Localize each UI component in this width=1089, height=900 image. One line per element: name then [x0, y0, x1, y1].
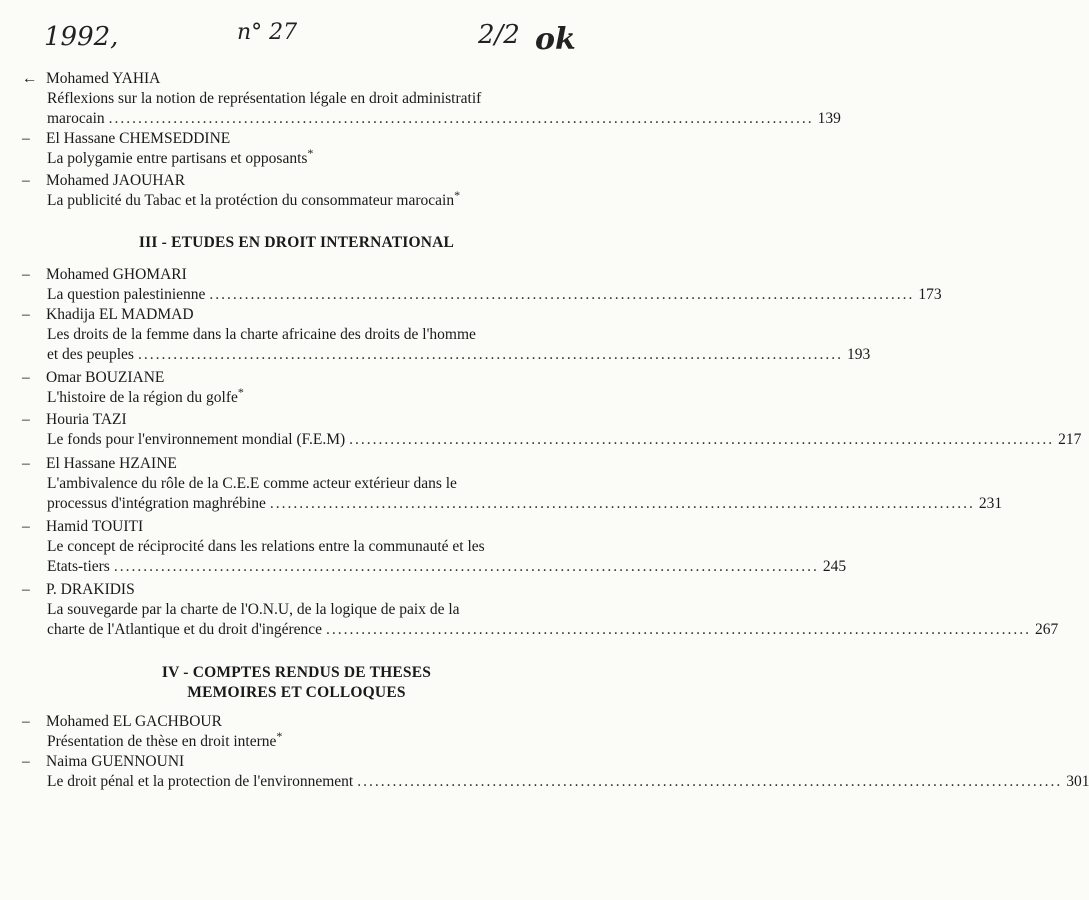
entry-title-line	[47, 346, 871, 364]
page-number: 139	[817, 110, 841, 127]
entry-title-line	[47, 601, 565, 619]
entry-title-line	[47, 90, 565, 108]
section-subheading: MEMOIRES ET COLLOQUES	[187, 684, 406, 701]
entry-title-line	[47, 384, 565, 407]
entry-author	[22, 411, 127, 429]
page-number: 245	[822, 558, 847, 575]
asterisk-mark: *	[276, 728, 283, 743]
dot-leader: ........................................................................................................................	[113, 558, 819, 575]
entry-title-text: marocain	[47, 110, 105, 127]
entry-dash: ←	[22, 70, 38, 87]
asterisk-mark: *	[237, 384, 244, 399]
entry-dash: –	[22, 369, 30, 386]
entry-title-text: La question palestinienne	[47, 286, 206, 303]
handwritten-check: ok	[535, 22, 576, 57]
author-name: Khadija EL MADMAD	[46, 306, 194, 323]
entry-title-line	[47, 495, 1003, 513]
entry-author	[22, 713, 222, 731]
author-name: Mohamed GHOMARI	[46, 266, 187, 283]
entry-author	[22, 518, 143, 536]
entry-title-text: Le droit pénal et la protection de l'environnement	[47, 773, 354, 790]
author-name: El Hassane HZAINE	[46, 455, 177, 472]
entry-title-line	[47, 431, 1082, 449]
entry-title-line	[47, 558, 847, 576]
author-name: El Hassane CHEMSEDDINE	[46, 130, 231, 147]
asterisk-mark: *	[307, 145, 314, 160]
entry-title-text: Etats-tiers	[47, 558, 110, 575]
entry-title-text: Le fonds pour l'environnement mondial (F.E.M)	[47, 431, 346, 448]
entry-author	[22, 266, 187, 284]
entry-title-text: L'histoire de la région du golfe	[47, 389, 238, 406]
entry-title-text: Présentation de thèse en droit interne	[47, 733, 277, 750]
section-heading: IV - COMPTES RENDUS DE THESES	[161, 664, 432, 681]
page-number: 193	[846, 346, 871, 363]
author-name: Naima GUENNOUNI	[46, 753, 185, 770]
entry-author	[22, 581, 135, 599]
page-number: 217	[1058, 431, 1082, 448]
entry-dash: –	[22, 518, 30, 535]
handwritten-year: 1992,	[44, 22, 119, 52]
author-name: Hamid TOUITI	[46, 518, 144, 535]
entry-title-line	[47, 621, 1059, 639]
entry-title-text: Réflexions sur la notion de représentation légale en droit administratif	[47, 90, 482, 107]
entry-title-text: et des peuples	[47, 346, 134, 363]
entry-dash: –	[22, 411, 30, 428]
section-heading: III - ETUDES EN DROIT INTERNATIONAL	[138, 234, 455, 251]
dot-leader: ........................................................................................................................	[209, 286, 915, 303]
entry-author	[22, 306, 194, 324]
entry-title-line	[47, 728, 565, 751]
author-name: Mohamed YAHIA	[46, 70, 161, 87]
entry-author	[22, 455, 177, 473]
page-number: 301	[1066, 773, 1089, 790]
entry-dash: –	[22, 713, 30, 730]
author-name: Houria TAZI	[46, 411, 127, 428]
entry-title-line	[47, 538, 565, 556]
entry-title-text: La polygamie entre partisans et opposants	[47, 150, 308, 167]
entry-title-line	[47, 773, 1089, 791]
entry-author	[22, 753, 184, 771]
entry-title-line	[47, 326, 565, 344]
dot-leader: ........................................................................................................................	[269, 495, 975, 512]
entry-dash: –	[22, 172, 30, 189]
dot-leader: ........................................................................................................................	[108, 110, 814, 127]
page-number: 231	[978, 495, 1003, 512]
handwritten-number: n° 27	[237, 20, 298, 45]
entry-title-text: La souvegarde par la charte de l'O.N.U, de la logique de paix de la	[47, 601, 460, 618]
dot-leader: ........................................................................................................................	[137, 346, 843, 363]
dot-leader: ........................................................................................................................	[326, 621, 1032, 638]
page-number: 267	[1035, 621, 1059, 638]
entry-title-text: La publicité du Tabac et la protéction du consommateur marocain	[47, 192, 455, 209]
author-name: Mohamed JAOUHAR	[46, 172, 186, 189]
author-name: Omar BOUZIANE	[46, 369, 165, 386]
entry-title-text: charte de l'Atlantique et du droit d'ingérence	[47, 621, 323, 638]
entry-dash: –	[22, 581, 30, 598]
handwritten-part: 2/2	[478, 20, 520, 50]
dot-leader: ........................................................................................................................	[357, 773, 1063, 790]
entry-title-line	[47, 110, 841, 128]
entry-title-line	[47, 187, 565, 210]
entry-title-text: Le concept de réciprocité dans les relations entre la communauté et les	[47, 538, 485, 555]
page-number: 173	[918, 286, 942, 303]
asterisk-mark: *	[454, 187, 461, 202]
entry-dash: –	[22, 455, 30, 472]
entry-dash: –	[22, 130, 30, 147]
entry-title-line	[47, 145, 565, 168]
entry-dash: –	[22, 753, 30, 770]
entry-title-text: processus d'intégration maghrébine	[47, 495, 266, 512]
entry-title-text: L'ambivalence du rôle de la C.E.E comme acteur extérieur dans le	[47, 475, 457, 492]
entry-author	[22, 172, 185, 190]
entry-author	[22, 130, 230, 148]
entry-author	[22, 70, 160, 88]
entry-dash: –	[22, 266, 30, 283]
entry-title-line	[47, 475, 565, 493]
entry-author	[22, 369, 164, 387]
entry-title-text: Les droits de la femme dans la charte africaine des droits de l'homme	[47, 326, 476, 343]
entry-title-line	[47, 286, 942, 304]
entry-dash: –	[22, 306, 30, 323]
author-name: P. DRAKIDIS	[46, 581, 135, 598]
dot-leader: ........................................................................................................................	[349, 431, 1055, 448]
author-name: Mohamed EL GACHBOUR	[46, 713, 222, 730]
